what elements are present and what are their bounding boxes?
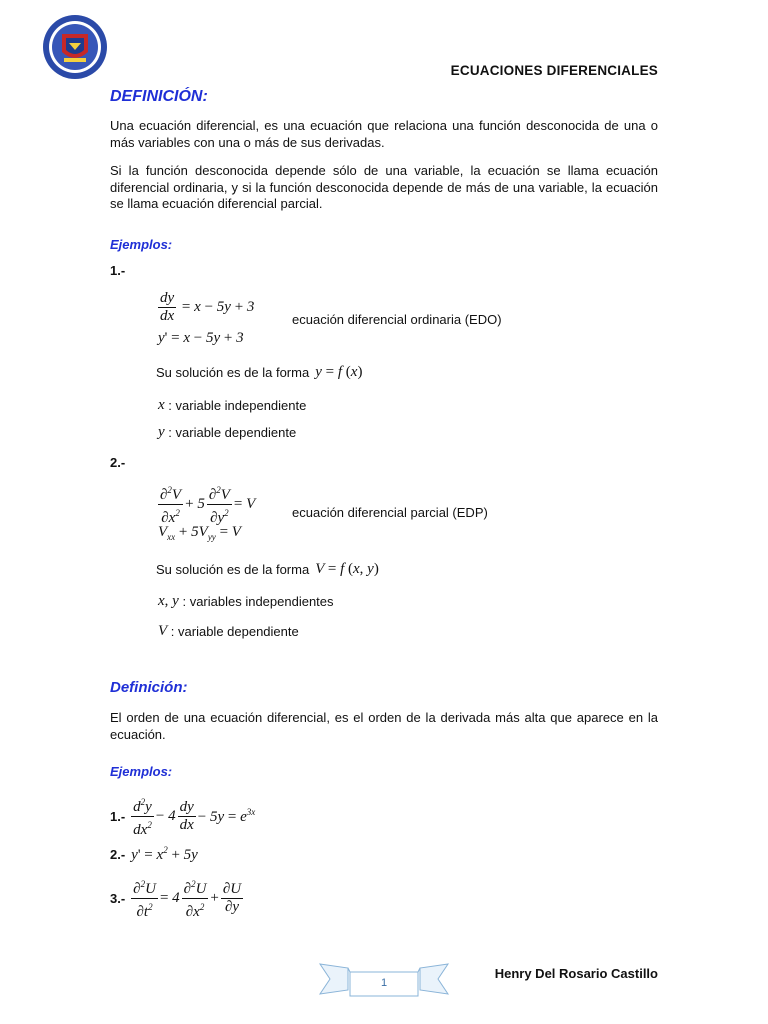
order-example-1: 1.- $\frac{d^2y}{dx^2}$ − 4 $\frac{dy}{dx}$ − $5y = e^{3x}$: [110, 794, 255, 839]
order-definition-paragraph: El orden de una ecuación diferencial, es el orden de la derivada más alta que aparece en la ecuación.: [110, 710, 658, 742]
edo-dependent-variable: y : variable dependiente: [158, 424, 297, 440]
order-example-2: 2.- $y' = x^2 + 5y$: [110, 845, 198, 863]
edp-independent-variables: x, y : variables independientes: [158, 593, 334, 609]
edp-equation-partial: $\frac{\partial^2V}{\partial x^2}$ + 5 $\frac{\partial^2V}{\partial y^2}$ = V: [156, 482, 255, 527]
university-seal-logo: [40, 14, 110, 80]
edo-solution-line: Su solución es de la forma y = f (x): [156, 364, 363, 380]
edp-solution-text: Su solución es de la forma: [156, 562, 310, 577]
document-title: ECUACIONES DIFERENCIALES: [450, 63, 658, 78]
example-2-number: 2.-: [110, 455, 126, 470]
edo-label: ecuación diferencial ordinaria (EDO): [292, 312, 502, 327]
page-number: 1: [380, 977, 388, 989]
edo-independent-variable: x : variable independiente: [158, 397, 307, 413]
author-name: Henry Del Rosario Castillo: [494, 966, 658, 981]
edp-equation-subscript: $V_{xx} + 5V_{yy} = V$: [158, 524, 241, 542]
example-1-number: 1.-: [110, 263, 126, 278]
edp-label: ecuación diferencial parcial (EDP): [292, 505, 488, 520]
examples-heading: Ejemplos:: [110, 237, 173, 252]
edo-solution-text: Su solución es de la forma: [156, 365, 310, 380]
edp-dependent-variable: V : variable dependiente: [158, 623, 299, 639]
definition-heading: DEFINICIÓN:: [110, 88, 208, 105]
order-examples-heading: Ejemplos:: [110, 764, 173, 779]
order-example-3: 3.- $\frac{\partial^2U}{\partial t^2}$ = 4 $\frac{\partial^2U}{\partial x^2}$ + $\frac{\partial U}{\partial y}$: [110, 876, 245, 921]
edo-equation-leibniz: $\frac{dy}{dx}$ = x − 5y + 3: [160, 290, 255, 324]
edp-solution-line: Su solución es de la forma V = f (x, y): [156, 561, 379, 577]
edo-equation-prime: y' = x − 5y + 3: [158, 330, 244, 346]
order-definition-heading: Definición:: [110, 679, 188, 696]
definition-paragraph-1: Una ecuación diferencial, es una ecuación que relaciona una función desconocida de una o más variables con una o más de sus derivadas.: [110, 118, 658, 150]
definition-paragraph-2: Si la función desconocida depende sólo de una variable, la ecuación se llama ecuación diferencial ordinaria, y si la función desconocida depende de más de una variable, la ecuación se llama ecuación diferencial parcial.: [110, 163, 658, 211]
